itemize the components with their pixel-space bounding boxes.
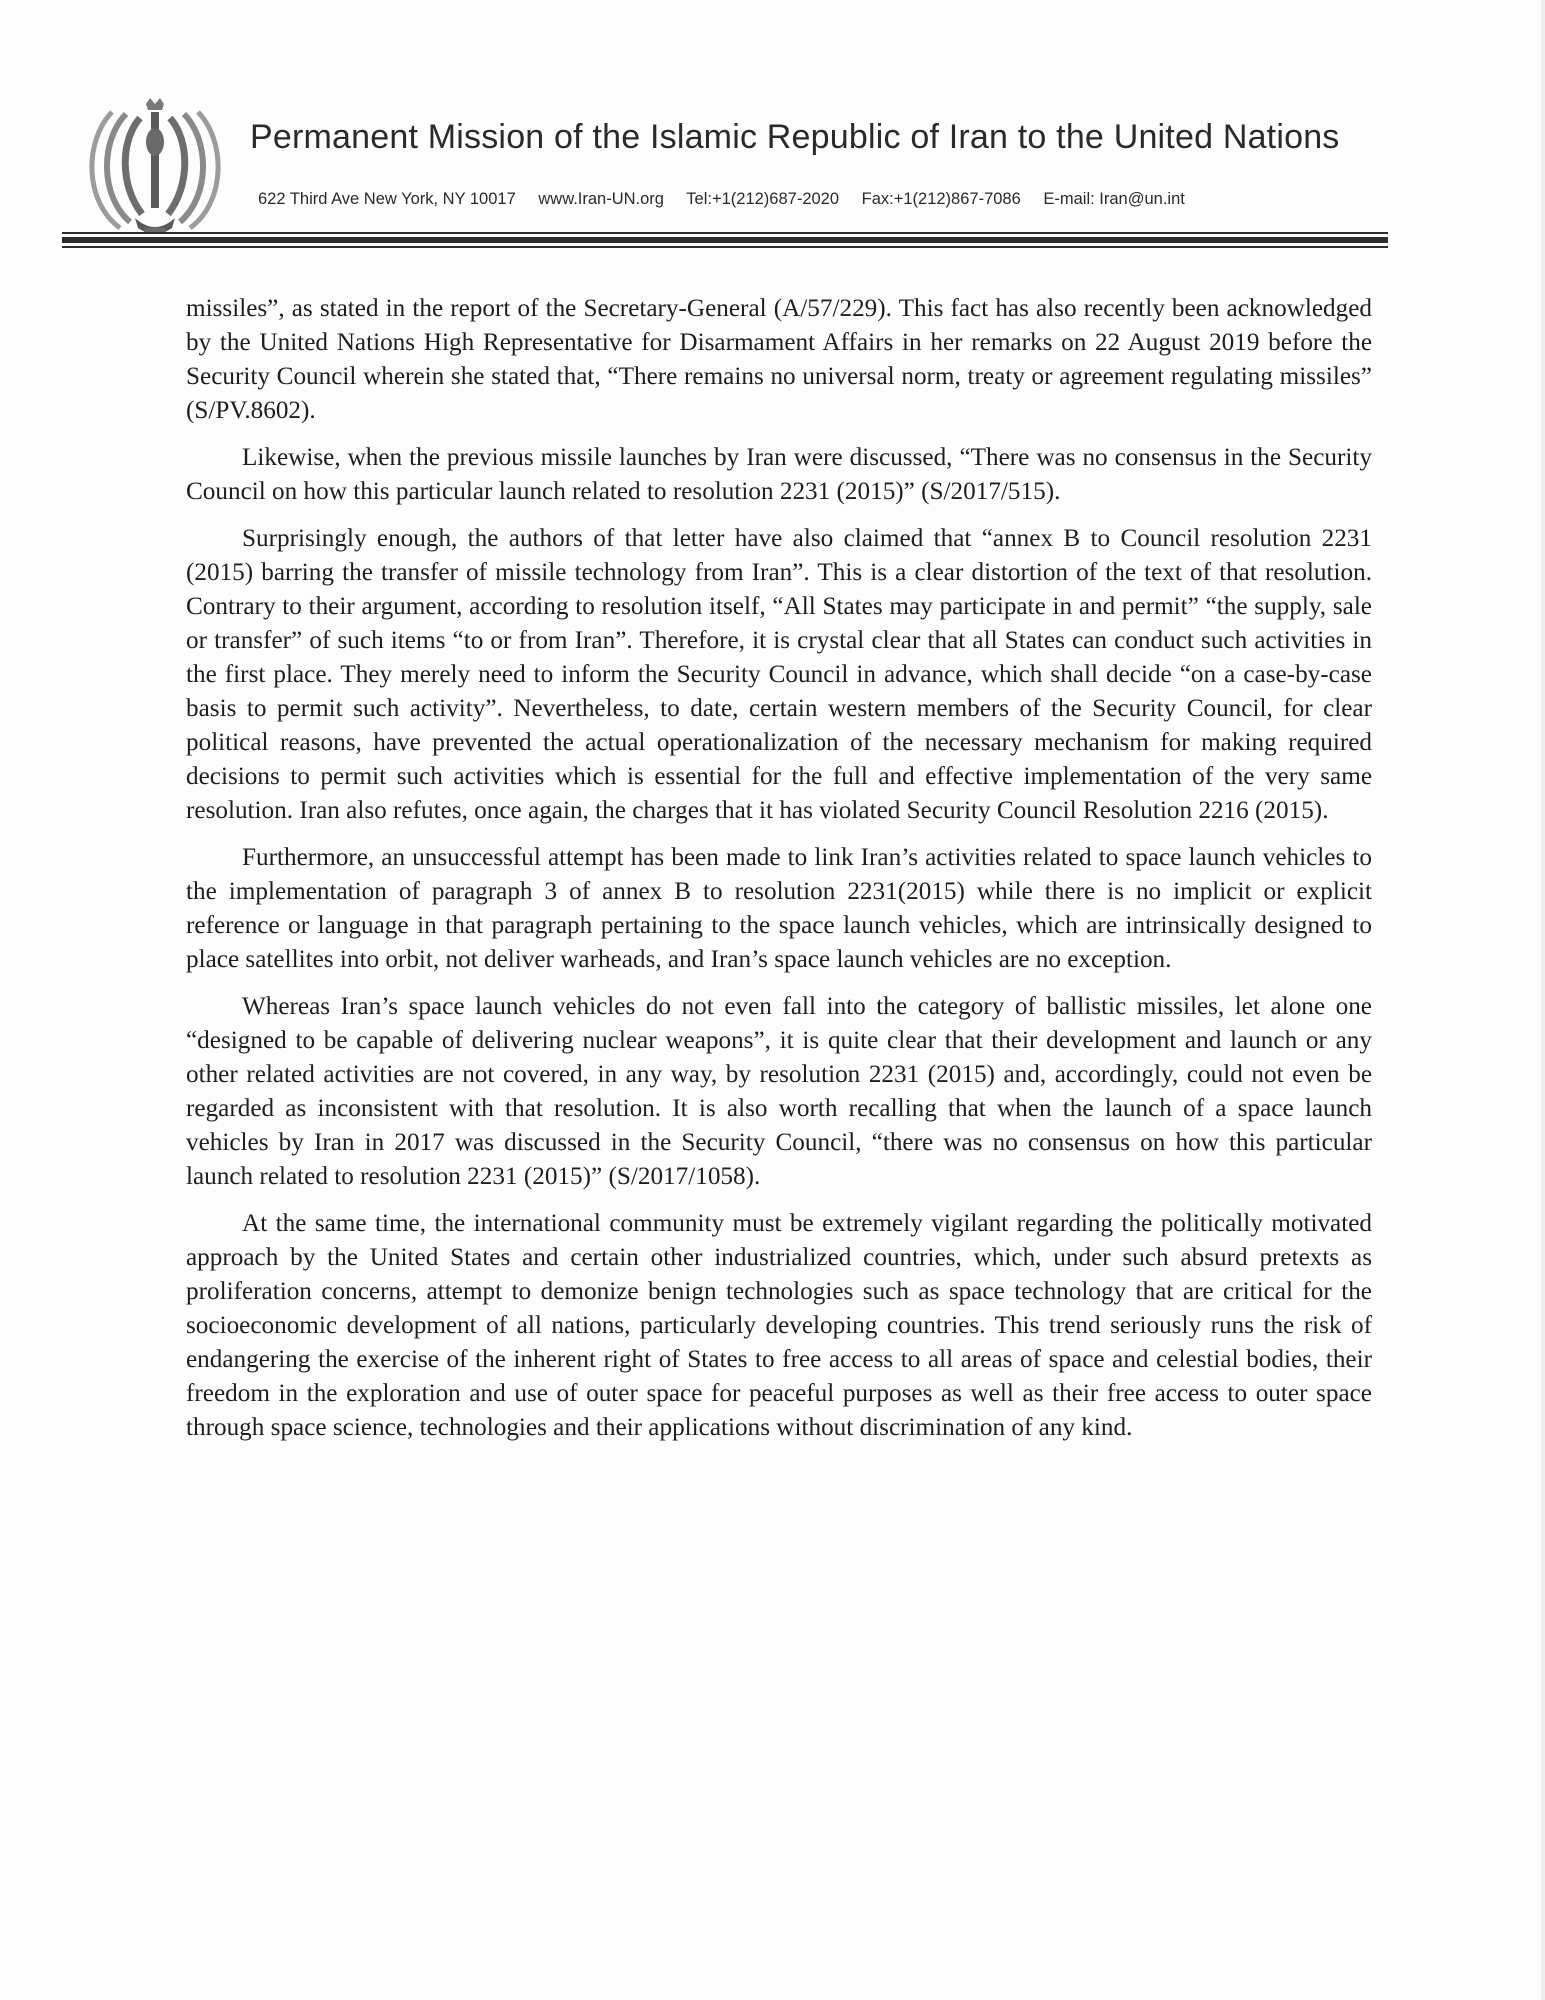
mission-title: Permanent Mission of the Islamic Republic of Iran to the United Nations <box>250 118 1340 156</box>
paragraph-1: missiles”, as stated in the report of the Secretary-General (A/57/229). This fact has also recently been acknowledged by the United Nations High Representative for Disarmament Affairs in her remarks on 22 August 2019 before the Security Council wherein she stated that, “There remains no universal norm, treaty or agreement regulating missiles” (S/PV.8602). <box>186 295 1372 424</box>
address-text: 622 Third Ave New York, NY 10017 <box>258 190 516 208</box>
letter-body <box>186 292 1372 1458</box>
paragraph-3: Surprisingly enough, the authors of that letter have also claimed that “annex B to Council resolution 2231 (2015) barring the transfer of missile technology from Iran”. This is a clear distortion of the text of that resolution. Contrary to their argument, according to resolution itself, “All States may participate in and permit” “the supply, sale or transfer” of such items “to or from Iran”. Therefore, it is crystal clear that all States can conduct such activities in the first place. They merely need to inform the Security Council in advance, which shall decide “on a case-by-case basis to permit such activity”. Nevertheless, to date, certain western members of the Security Council, for clear political reasons, have prevented the actual operationalization of the necessary mechanism for making required decisions to permit such activities which is essential for the full and effective implementation of the very same resolution. Iran also refutes, once again, the charges that it has violated Security Council Resolution 2216 (2015). <box>186 525 1372 824</box>
paragraph-4: Furthermore, an unsuccessful attempt has been made to link Iran’s activities related to space launch vehicles to the implementation of paragraph 3 of annex B to resolution 2231(2015) while there is no implicit or explicit reference or language in that paragraph pertaining to the space launch vehicles, which are intrinsically designed to place satellites into orbit, not deliver warheads, and Iran’s space launch vehicles are no exception. <box>186 844 1372 973</box>
iran-emblem-icon <box>80 96 230 242</box>
scan-edge <box>1541 0 1545 2000</box>
paragraph-6: At the same time, the international community must be extremely vigilant regarding the politically motivated approach by the United States and certain other industrialized countries, which, under such absurd pretexts as proliferation concerns, attempt to demonize benign technologies such as space technology that are critical for the socioeconomic development of all nations, particularly developing countries. This trend seriously runs the risk of endangering the exercise of the inherent right of States to free access to all areas of space and celestial bodies, their freedom in the exploration and use of outer space for peaceful purposes as well as their free access to outer space through space science, technologies and their applications without discrimination of any kind. <box>186 1210 1372 1441</box>
contact-line <box>258 190 1185 209</box>
paragraph-5: Whereas Iran’s space launch vehicles do not even fall into the category of ballistic missiles, let alone one “designed to be capable of delivering nuclear weapons”, it is quite clear that their development and launch or any other related activities are not covered, in any way, by resolution 2231 (2015) and, accordingly, could not even be regarded as inconsistent with that resolution. It is also worth recalling that when the launch of a space launch vehicles by Iran in 2017 was discussed in the Security Council, “there was no consensus on how this particular launch related to resolution 2231 (2015)” (S/2017/1058). <box>186 993 1372 1190</box>
website-link[interactable]: www.Iran-UN.org <box>538 190 664 208</box>
email-link[interactable]: E-mail: Iran@un.int <box>1043 190 1185 208</box>
telephone-text: Tel:+1(212)687-2020 <box>686 190 840 208</box>
letterhead <box>0 0 1545 260</box>
fax-text: Fax:+1(212)867-7086 <box>861 190 1021 208</box>
paragraph-2: Likewise, when the previous missile launches by Iran were discussed, “There was no consensus in the Security Council on how this particular launch related to resolution 2231 (2015)” (S/2017/515). <box>186 444 1372 505</box>
letterhead-rule-thin-bottom <box>62 246 1388 248</box>
letterhead-rule-thin-top <box>62 232 1388 234</box>
letterhead-rule-thick <box>62 237 1388 243</box>
